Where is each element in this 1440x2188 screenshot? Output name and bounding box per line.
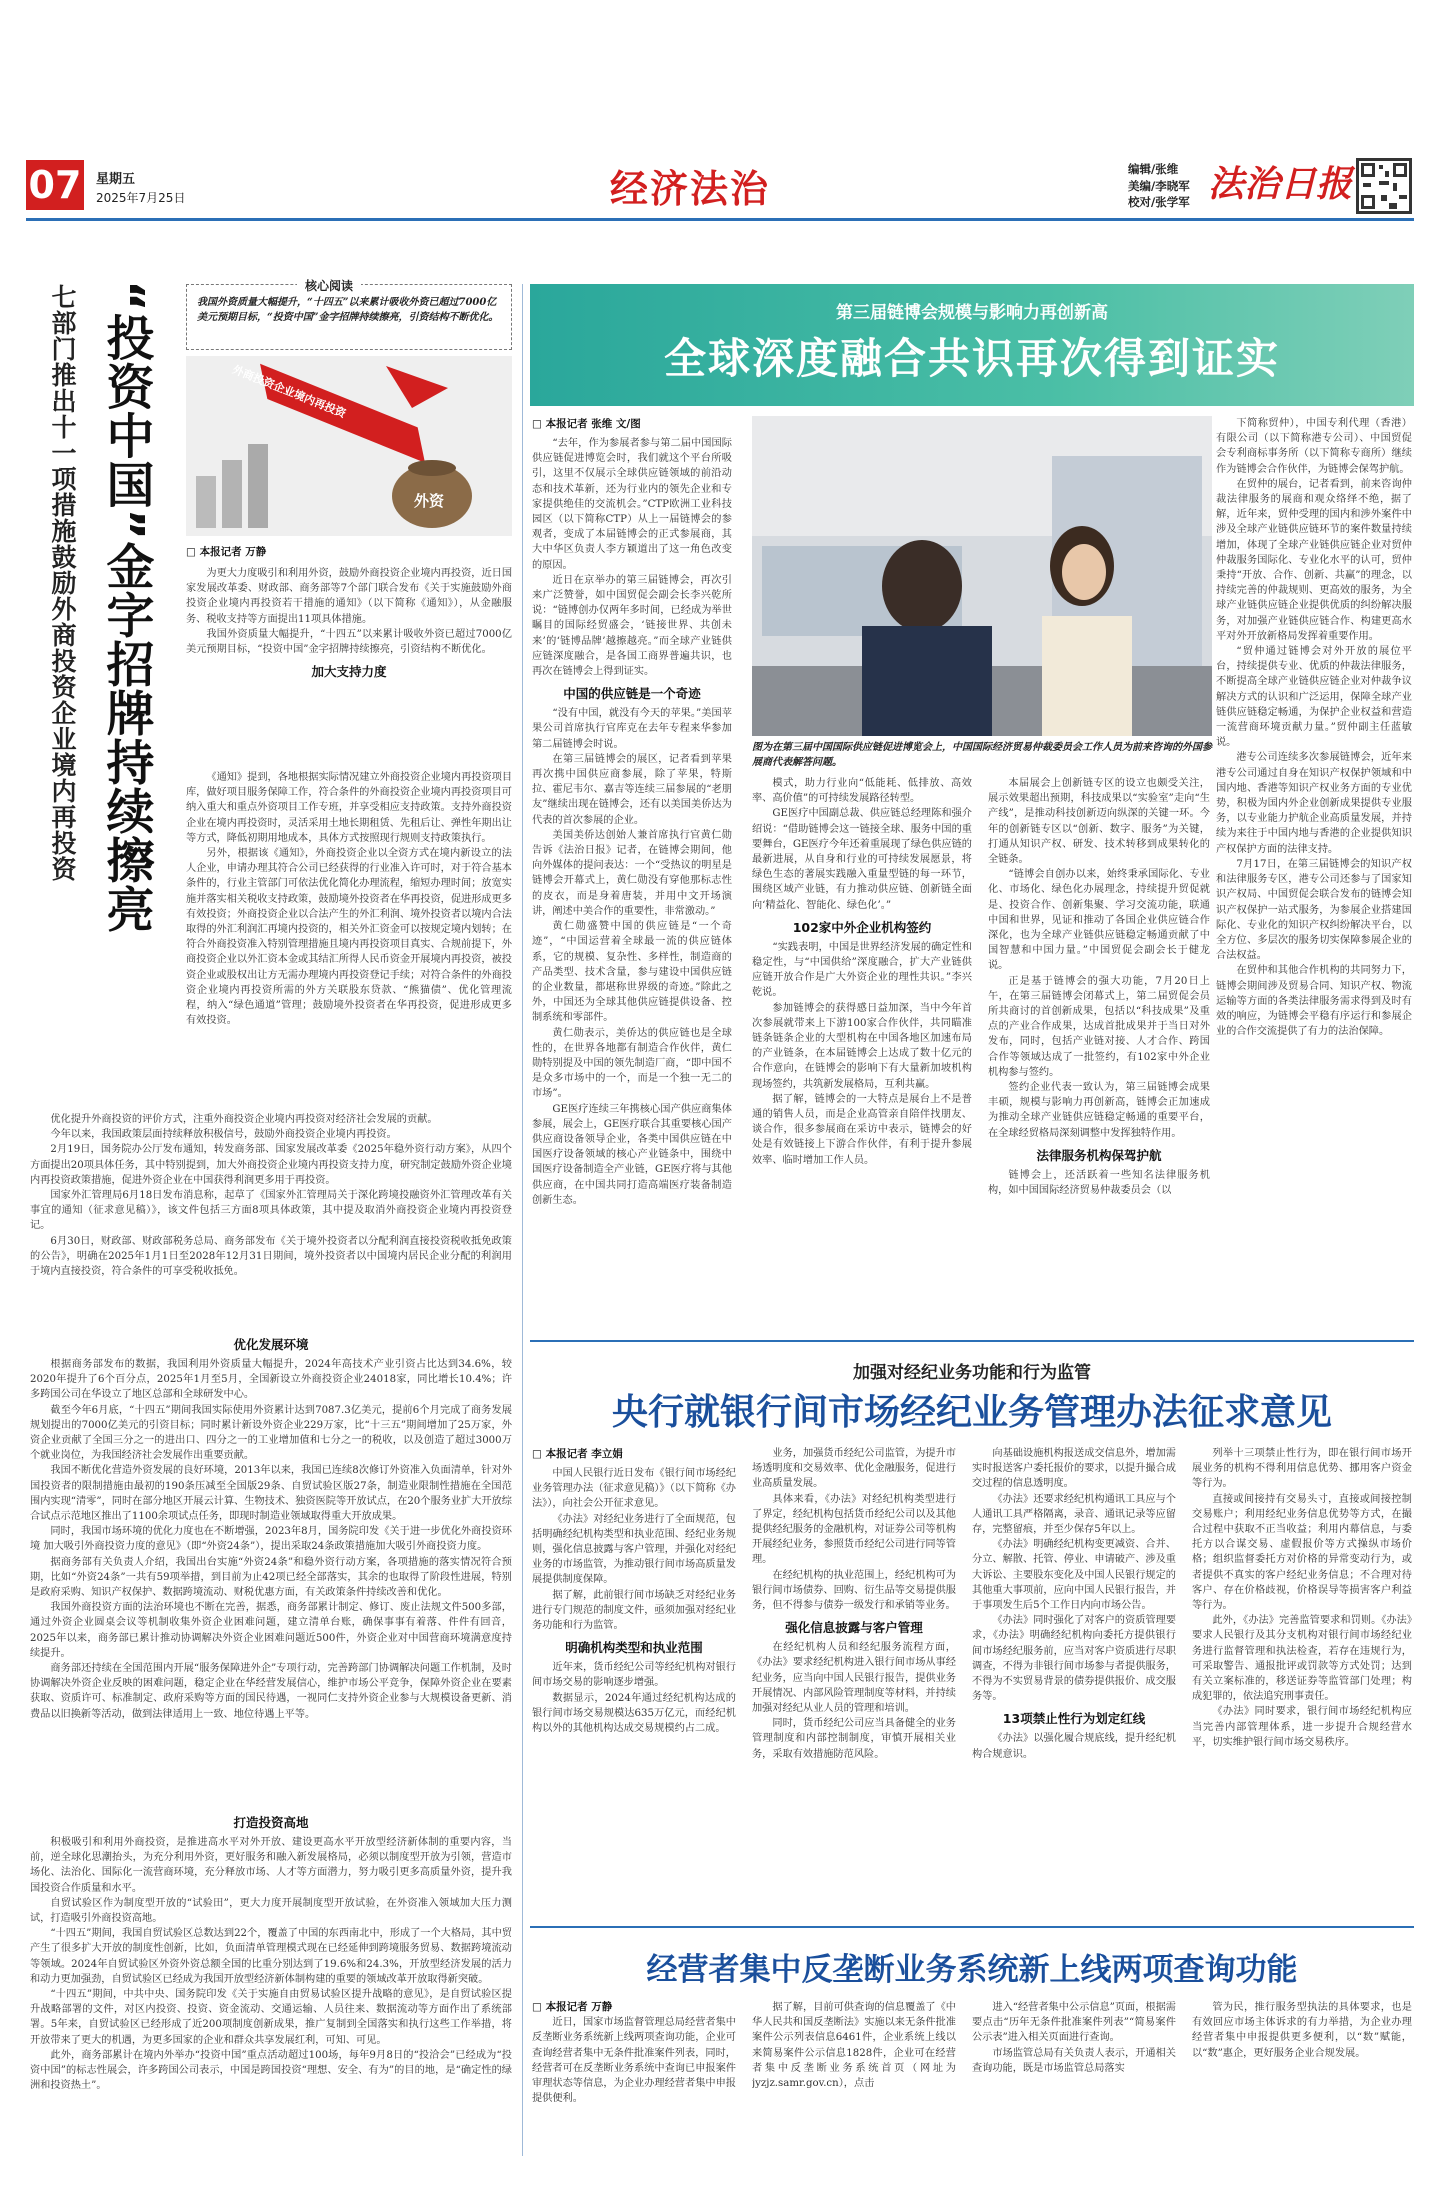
mid-byline: □ 本报记者 李立娟 [532,1448,623,1460]
paragraph: 参加链博会的获得感日益加深，当中今年首次参展就带来上下游100家合作伙伴，共同瞄准链条链条企业的大型机构在中国各地区加速布局的产业链条，在本届链博会上达成了数十亿元的合作意向，在链博会的影响下有大量新加坡机构现场签约，共筑新发展格局，互利共赢。 [752,1002,972,1090]
paragraph: 数据显示，2024年通过经纪机构达成的银行间市场交易规模达635万亿元，而经纪机构以外的其他机构达成交易规模约占二成。 [532,1692,736,1735]
paragraph: GE医疗中国副总裁、供应链总经理陈和强介绍说：“借助链博会这一链接全球、服务中国的重要舞台，GE医疗今年还着重展现了绿色供应链的最新进展，从自身和行业的可持续发展愿景，将绿色生态的著展实践融入重量型链的每一环节，围绕区域产业链，有力推动供应链、创新链全面向‘精益化、智能化、绿色化’。” [752,808,972,911]
paragraph: 管为民，推行服务型执法的具体要求，也是有效回应市场主体诉求的有力举措，为企业办理经营者集中申报提供更多便利，以“数”赋能，以“数”惠企，更好服务企业合规发展。 [1192,2002,1412,2059]
paragraph: 黄仁勋表示，美侨达的供应链也是全球性的，在世界各地都有制造合作伙伴，黄仁勋特别提及中国的领先制造厂商，“即中国不是众多市场中的一个，而是一个独一无二的市场”。 [532,1027,732,1100]
paragraph: “十四五”期间，中共中央、国务院印发《关于实施自由贸易试验区提升战略的意见》，是自贸试验区提升战略部署的文件，对区内投资、投资、资金流动、交通运输、人员往来、数据流动等方面作出了系统部署。5年来，自贸试验区已经形成了近200项制度创新成果，推广复制到全国落实和执行这些工作举措，将开放带来了更大的机遇，为更多国家的企业和群众共享发展红利，可知、可见。 [30,1989,512,2046]
paragraph: 我国不断优化营造外资发展的良好环境，2013年以来，我国已连续8次修订外资准入负面清单，针对外国投资者的限制措施由最初的190条压减至全国版29条、自贸试验区版27条，制造业限制性措施在全国范围内实现“清零”，同时在部分地区开展云计算、生物技术、独资医院等开放试点，在20个服务业扩大开放综合试点示范地区推出了1100余项试点任务，即现时制造业领域取得重大开放成果。 [30,1465,512,1523]
paragraph: 下简称贸仲），中国专利代理（香港）有限公司（以下简称港专公司）、中国贸促会专利商标事务所（以下简称专商所）继续作为链博会合作伙伴，为链博会保驾护航。 [1216,418,1412,475]
paragraph: 据了解，目前可供查询的信息覆盖了《中华人民共和国反垄断法》实施以来无条件批准案件公示列表信息6461件，企业系统上线以来简易案件公示信息1828件，企业可在经营者集中反垄断业务系统首页（网址为jyzjz.samr.gov.cn），点击 [752,2002,956,2090]
top-article-banner [530,284,1414,406]
core-read-title: 核心阅读 [297,277,361,294]
column-divider [522,284,523,2156]
core-read-box [186,279,512,350]
paragraph: 进入“经营者集中公示信息”页面，根据需要点击“历年无条件批准案件列表”“简易案件公示表”进入相关页面进行查询。 [972,2002,1176,2044]
paragraph: 商务部还持续在全国范围内开展“服务保障进外企”专项行动，完善跨部门协调解决问题工作机制，及时协调解决外资企业反映的困难问题，稳定企业在华经营发展信心，维护市场公平竞争，保障外资企业在要素获取、资质许可、标准制定、政府采购等方面的国民待遇，一视同仁支持外资企业参与大规模设备更新、消费品以旧换新等活动，做到法律适用上一致、地位待遇上平等。 [30,1663,512,1720]
subhead: 102家中外企业机构签约 [792,919,932,935]
subhead: 优化发展环境 [233,1337,309,1352]
paragraph: 此外，商务部累计在境内外举办“投资中国”重点活动超过100场，每年9月8日的“投洽会”已经成为“投资中国”的标志性展会，许多跨国公司表示，中国是跨国投资“理想、安全、有为”的目的地，是“确定性的绿洲和投资热土”。 [30,2049,512,2092]
paragraph: 根据商务部发布的数据，我国利用外资质量大幅提升，2024年高技术产业引资占比达到34.6%，较2020年提升了6个百分点，2025年1月至5月，全国新设立外商投资企业24018家，同比增长10.4%；许多跨国公司在华设立了地区总部和全球研发中心。 [30,1359,512,1401]
paragraph: 在第三届链博会的展区，记者看到苹果再次携中国供应商参展，除了苹果，特斯拉、霍尼韦尔、嘉吉等连续三届参展的“老朋友”继续出现在链博会，还有以美国美侨达为代表的首次参展的企业。 [532,753,732,826]
paragraph: 6月30日，财政部、财政部税务总局、商务部发布《关于境外投资者以分配利润直接投资税收抵免政策的公告》，明确在2025年1月1日至2028年12月31日期间，境外投资者以中国境内居民企业分配的利润用于境内直接投资，符合条件的可享受税收抵免。 [30,1235,512,1278]
paragraph: “链博会自创办以来，始终秉承国际化、专业化、市场化、绿色化办展理念，持续提升贸促就是、投资合作、创新集聚、学习交流功能，联通中国和世界，见证和推动了各国企业供应链合作深化，也为全球产业链供应链稳定畅通贡献了中国智慧和中国力量。”中国贸促会副会长于健龙说。 [988,869,1210,972]
paragraph: 《办法》同时要求，银行间市场经纪机构应当完善内部管理体系，进一步提升合规经营水平，切实维护银行间市场交易秩序。 [1192,1706,1412,1748]
paragraph: 《办法》还要求经纪机构通讯工具应与个人通讯工具严格隔离，录音、通讯记录等应留存，完整留痕，并至少保存5年以上。 [972,1493,1176,1536]
mid-headline: 央行就银行间市场经纪业务管理办法征求意见 [611,1392,1332,1433]
editor-line: 校对/张学军 [1128,195,1190,209]
subhead: 打造投资高地 [233,1815,309,1830]
paragraph: 列举十三项禁止性行为，即在银行间市场开展业务的机构不得利用信息优势、挪用客户资金等行为。 [1192,1448,1412,1490]
paragraph: 另外，根据该《通知》，外商投资企业以全资方式在境内新设立的法人企业，申请办理其符合公司已经获得的行业准入许可时，对于符合基本条件的，行业主管部门可依法优化简化办理流程，缩短办理时间；放宽实施并落实相关税收支持政策，鼓励境外投资者在华再投资，促进形成更多有效投资；外商投资企业以合法产生的外汇利润、境外投资者以境内合法取得的外汇利润汇再境内投资的，相关外汇资金可以按规定境内划转；在符合外商投资准入特别管理措施且境内再投资项目真实、合规前提下，外商投资企业以外汇资本金或其结汇所得人民币资金开展境内再投资，被投资企业或股权出让方无需办理境内再投资登记手续；对符合条件的外商投资企业境内再投资所需的外方关联股东贷款、“熊猫债”、优化管理流程，纳入“绿色通道”管理；鼓励境外投资者在华再投资，促进形成更多有效投资。 [186,848,512,1027]
top-col-4 [1216,416,1412,1332]
paragraph: 黄仁勋盛赞中国的供应链是“一个奇迹”，“中国运营着全球最一流的供应链体系，它的规模、复杂性、多样性，制造商的产品类型、技术含量，参与建设中国供应链的企业数量，都堪称世界级的奇迹。”除此之外，中国还为全球其他供应链提供设备、控制系统和零部件。 [532,921,732,1024]
paragraph: 美国美侨达创始人兼首席执行官黄仁勋告诉《法治日报》记者，在链博会期间，他向外媒体的提问表达：一个“受热议的明星是链博会开幕式上，黄仁勋没有穿他那标志性的皮衣，而是身着唐装，并用中文开场演讲，阐述中美合作的重要性，非常激动。” [532,829,732,917]
top-kicker: 第三届链博会规模与影响力再创新高 [836,303,1108,323]
paragraph: 此外，《办法》完善监管要求和罚则。《办法》要求人民银行及其分支机构对银行间市场经纪业务进行监督管理和执法检查，若存在违规行为，可采取警告、通报批评或罚款等方式处罚；达到有关立案标准的，移送证券等监管部门处理；构成犯罪的，依法追究刑事责任。 [1192,1615,1412,1703]
left-wide-mid [30,1112,512,1330]
paragraph: 今年以来，我国政策层面持续释放积极信号，鼓励外商投资企业境内再投资。 [50,1129,397,1141]
qr-code-icon [1356,158,1412,214]
paragraph: 正是基于链博会的强大功能，7月20日上午，在第三届链博会闭幕式上，第二届贸促会员所共商讨的首创新成果，包括以“科技成果”及重点的产业合作成果，达成首批成果并于当日对外发布，同时，包括产业链对接、人才合作、跨国合作等领域达成了一批签约，有102家中外企业机构参与签约。 [988,975,1210,1078]
subhead: 中国的供应链是一个奇迹 [563,686,701,702]
mid-col-3 [972,1446,1176,1918]
bottom-col-2 [752,2000,956,2150]
top-byline: □ 本报记者 张维 文/图 [532,418,641,430]
paragraph: 模式，助力行业向“低能耗、低排放、高效率、高价值”的可持续发展路径转型。 [752,778,972,805]
left-col-sub1 [186,770,512,1112]
paragraph: 在经纪机构人员和经纪服务流程方面，《办法》要求经纪机构进入银行间市场从事经纪业务，应当向中国人民银行报告，提供业务开展情况、内部风险管理制度等材料，并持续加强对经纪从业人员的管理和培训。 [752,1642,956,1715]
subhead: 13项禁止性行为划定红线 [1002,1711,1146,1727]
subhead: 明确机构类型和执业范围 [565,1640,703,1656]
paragraph: 向基础设施机构报送成交信息外，增加需实时报送客户委托报价的要求，以提升撮合成交过程的信息透明度。 [972,1448,1176,1490]
paragraph: 《办法》同时强化了对客户的资质管理要求，《办法》明确经纪机构向委托方提供银行间市场经纪服务前，应当对客户资质进行尽职调查，不得为非银行间市场参与者提供服务，不得为不实贸易背景的债券提供报价、成交服务等。 [972,1615,1176,1703]
paragraph: 国家外汇管理局6月18日发布消息称，起草了《国家外汇管理局关于深化跨境投融资外汇管理改革有关事宜的通知（征求意见稿）》，该文件包括三方面8项具体政策，其中提及取消外商投资企业境内再投资登记。 [30,1190,512,1232]
mid-col-2 [752,1446,956,1918]
left-wide-sub3 [30,1808,512,2156]
paragraph: 《办法》明确经纪机构变更减资、合并、分立、解散、托管、停业、申请破产、涉及重大诉讼、主要股东变化及中国人民银行规定的其他重大事项前，应向中国人民银行报告，并于事项发生后5个工作日内向市场公告。 [972,1539,1176,1612]
top-col-2 [752,776,972,1332]
paragraph: 据商务部有关负责人介绍，我国出台实施“外资24条”和稳外资行动方案，各项措施的落实情况符合预期，比如“外资24条”一共有59项举措，到目前为止42项已经全部落实，其余的也取得了阶段性进展，特别是政府采购、知识产权保护、数据跨境流动、财税优惠方面，有关政策条件持续改善和优化。 [30,1556,512,1599]
paragraph: 我国外资质量大幅提升，“十四五”以来累计吸收外资已超过7000亿美元预期目标，“投资中国”金字招牌持续擦亮，引资结构不断优化。 [186,628,512,656]
paragraph: 签约企业代表一致认为，第三届链博会成果丰硕，规模与影响力再创新高，链博会正加速成为推动全球产业链供应链稳定畅通的重要平台，在全球经贸格局深刻调整中发挥独特作用。 [988,1082,1210,1139]
editors [1128,161,1190,211]
masthead-rule [26,218,1414,221]
illustration-coin-label: 外资 [414,492,445,510]
bottom-byline: □ 本报记者 万静 [532,2001,613,2013]
paragraph: 同时，货币经纪公司应当具备健全的业务管理制度和内部控制制度，审慎开展相关业务，采取有效措施防范风险。 [752,1718,956,1760]
paragraph: “实践表明，中国是世界经济发展的确定性和稳定性，与“中国供给”深度融合，扩大产业链供应链开放合作是广大外资企业的理性共识。”李兴乾说。 [752,941,972,999]
left-byline: □ 本报记者 万静 [186,546,267,558]
section-title: 经济法治 [610,167,771,211]
mid-col-4 [1192,1446,1412,1918]
paragraph: 自贸试验区作为制度型开放的“试验田”，更大力度开展制度型开放试验，在外资准入领域加大压力测试，打造吸引外商投资高地。 [30,1897,512,1925]
newspaper-logo: 法治日报 [1208,163,1353,205]
paragraph: “没有中国，就没有今天的苹果。”美国苹果公司首席执行官库克在去年专程来华参加第二届链博会时说。 [532,708,732,750]
illustration [186,356,512,536]
mid-col-1 [532,1466,736,1918]
paragraph: 直接或间接持有交易头寸，直接或间接控制交易账户；利用经纪业务信息优势等方式，在撮合过程中获取不正当收益；利用内幕信息，与委托方以合谋交易、虚假报价等方式操纵市场价格；组织监督委托方对价格的异常变动行为，或者提供不真实的客户经纪业务信息；不合理对待客户、存在价格歧视，价格误导等损害客户利益等行为。 [1192,1493,1412,1612]
illustration-caption: 外商投资企业境内再投资 [230,362,348,421]
paragraph: 《办法》对经纪业务进行了全面规范，包括明确经纪机构类型和执业范围、经纪业务规则，强化信息披露与客户管理，并强化对经纪业务的市场监管，为推动银行间市场高质量发展提供制度保障。 [532,1513,736,1586]
paragraph: 据了解，此前银行间市场缺乏对经纪业务进行专门规范的制度文件，亟须加强对经纪业务功能和行为监管。 [532,1589,736,1632]
top-photo-caption: 图为在第三届中国国际供应链促进博览会上，中国国际经济贸易仲裁委员会工作人员为前来咨询的外国参展商代表解答问题。 [752,742,1212,768]
paragraph: 据了解，链博会的一大特点是展台上不是普通的销售人员，而是企业高管亲自陪伴找朋友、谈合作，很多参展商在采访中表示，链博会的好处是有效链接上下游合作伙伴，有利于提升参展效率、临时增加工作人员。 [752,1093,972,1166]
section-rule [530,1340,1414,1342]
paragraph: 我国外商投资方面的法治环境也不断在完善，据悉，商务部累计制定、修订、废止法规文件500多部，通过外资企业圆桌会议等机制收集外资企业困难问题，建立清单台账，确保事事有着落、件件有回音，2025年以来，商务部已累计推动协调解决外资企业困难问题近500件，外资企业对中国营商环境满意度持续提升。 [30,1602,512,1659]
paragraph: 本届展会上创新链专区的设立也颇受关注，展示效果超出预期，科技成果以“实验室”走向“生产线”，是推动科技创新迈向纵深的关键一环。今年的创新链专区以“创新、数字、服务”为关键，打通从知识产权、研发、技术转移到成果转化的全链条。 [988,778,1210,866]
bottom-col-4 [1192,2000,1412,2150]
paragraph: 在贸仲的展台，记者看到，前来咨询仲裁法律服务的展商和观众络绎不绝，据了解，近年来，贸仲受理的国内和涉外案件中涉及全球产业链供应链环节的案件数量持续增加，体现了全球产业链供应链企业对贸仲仲裁服务国际化、专业化水平的认可，贸仲秉持“开放、合作、创新、共赢”的理念，以持续完善的仲裁规则、更高效的服务，为全球产业链供应链企业提供优质的纠纷解决服务，对加强产业链供应链合作、构建更高水平对外开放新格局发挥着重要作用。 [1216,478,1412,642]
paragraph: 链博会上，还活跃着一些知名法律服务机构，如中国国际经济贸易仲裁委员会（以 [988,1169,1210,1197]
left-kicker: 七部门推出十一项措施鼓励外商投资企业境内再投资 [48,284,77,882]
editor-line: 编辑/张维 [1128,162,1179,176]
paragraph: “去年，作为参展者参与第二届中国国际供应链促进博览会时，我们就这个平台所吸引，这里不仅展示全球供应链领域的前沿动态和技术革新，还为行业内的领先企业和专家提供绝佳的交流机会。”CTP欧洲工业科技园区（以下简称CTP）从上一届链博会的参观者，变成了本届链博会的正式参展商，其大中华区负责人李方颖道出了这一角色改变的原因。 [532,438,732,571]
top-photo [752,416,1212,736]
weekday: 星期五 [96,172,136,187]
page-number-badge: 07 [26,160,84,210]
paragraph: 在经纪机构的执业范围上，经纪机构可为银行间市场债券、回购、衍生品等交易提供服务，但不得参与债券一级发行和承销等业务。 [752,1569,956,1612]
paragraph: 在贸仲和其他合作机构的共同努力下，链博会期间涉及贸易合同、知识产权、物流运输等方面的各类法律服务需求得到及时有效的响应，为链博会平稳有序运行和参展企业的合作交流提供了有力的法治保障。 [1216,965,1412,1038]
paragraph: 同时，我国市场环境的优化力度也在不断增强，2023年8月，国务院印发《关于进一步优化外商投资环境 加大吸引外商投资力度的意见》（即“外资24条”），提出采取24条政策措施加大吸引外商投资力度。 [30,1526,512,1553]
top-col-1 [532,436,732,1332]
left-wide-sub2 [30,1330,512,1808]
paragraph: “贸仲通过链博会对外开放的展位平台，持续提供专业、优质的仲裁法律服务，不断提高全球产业链供应链企业对仲裁争议解决方式的认识和广泛运用，保障全球产业链供应链稳定畅通，为保护企业权益和营造一流营商环境贡献力量。”贸仲副主任蓝敏说。 [1216,646,1412,749]
subhead: 法律服务机构保驾护航 [1036,1147,1162,1163]
paragraph: 《通知》提到，各地根据实际情况建立外商投资企业境内再投资项目库，做好项目服务保障工作，符合条件的外商投资企业境内再投资项目可纳入重大和重点外资项目工作专班，并享受相应支持政策。支持外商投资企业在境内再投资时，灵活采用土地长期租赁、先租后让、弹性年期出让等方式，降低初期用地成本，具体方式按照现行规则支持政策执行。 [186,772,512,844]
bottom-col-3 [972,2000,1176,2150]
paragraph: 近日在京举办的第三届链博会，再次引来广泛赞誉，如中国贸促会副会长李兴乾所说：“链博创办仅两年多时间，已经成为举世瞩目的国际经贸盛会，‘链接世界、共创未来’的‘链博品牌’越擦越亮。”而全球产业链供应链深度融合，是各国工商界普遍共识，也再次在链博会上得到证实。 [532,574,732,678]
section-rule [530,1926,1414,1928]
paragraph: “十四五”期间，我国自贸试验区总数达到22个，覆盖了中国的东西南北中，形成了一个大格局，其中贸产生了很多扩大开放的制度性创新，比如，负面清单管理模式现在已经延伸到跨境服务贸易、数据跨境流动等领域。2024年自贸试验区外资外资总额全国的比重分别达到了19.6%和24.3%，开放型经济发展的活力和动力更加强劲，自贸试验区已经成为我国开放型经济新体制构建的重要的领域改革开放取得新突破。 [30,1928,512,1985]
paragraph: 中国人民银行近日发布《银行间市场经纪业务管理办法（征求意见稿）》（以下简称《办法》），向社会公开征求意见。 [532,1468,736,1510]
mid-kicker: 加强对经纪业务功能和行为监管 [853,1363,1091,1383]
paragraph: 港专公司连续多次参展链博会，近年来港专公司通过自身在知识产权保护领域和中国内地、香港等知识产权业务方面的专业优势，积极为国内外企业创新成果提供专业服务，以专业能力护航企业高质量发展，并持续为来往于中国内地与香港的企业提供知识产权保护方面的法律支持。 [1216,752,1412,855]
core-read-text: 我国外资质量大幅提升，“十四五”以来累计吸收外资已超过7000亿美元预期目标，“投资中国”金字招牌持续擦亮，引资结构不断优化。 [197,297,499,323]
bottom-col-1 [532,2000,736,2150]
paragraph: GE医疗连续三年携核心国产供应商集体参展，展会上，GE医疗联合其重要核心国产供应商设备领导企业，各类中国供应链在中国医疗设备领域的核心产业链条中，围绕中国医疗设备制造全产业链，GE医疗将与其他供应商，在中国共同打造高端医疗装备制造创新生态。 [532,1103,732,1206]
subhead: 强化信息披露与客户管理 [785,1620,923,1636]
left-intro [186,566,512,770]
paragraph: 优化提升外商投资的评价方式，注重外商投资企业境内再投资对经济社会发展的贡献。 [50,1114,438,1125]
paragraph: 积极吸引和利用外商投资，是推进高水平对外开放、建设更高水平开放型经济新体制的重要内容，当前，逆全球化思潮抬头，为充分利用外资，更好服务和融入新发展格局，必须以制度型开放为引领，营造市场化、法治化、国际化一流营商环境，充分释放市场、人才等方面潜力，努力吸引更多高质量外资，提升我国投资合作质量和水平。 [30,1837,512,1894]
paragraph: 2月19日，国务院办公厅发布通知，转发商务部、国家发展改革委《2025年稳外资行动方案》，从四个方面提出20项具体任务，其中特别提到，加大外商投资企业境内再投资支持力度，研究制定鼓励外资企业境内再投资政策措施，促进外资企业在中国获得利润更多用于再投资。 [30,1144,512,1186]
paragraph: 业务，加强货币经纪公司监管，为提升市场透明度和交易效率、优化金融服务，促进行业高质量发展。 [752,1448,956,1490]
top-col-3 [988,776,1210,1332]
editor-line: 美编/李晓军 [1128,178,1190,193]
paragraph: 《办法》以强化履合规底线，提升经纪机构合规意识。 [972,1733,1176,1760]
bottom-headline: 经营者集中反垄断业务系统新上线两项查询功能 [646,1952,1298,1988]
paragraph: 近年来，货币经纪公司等经纪机构对银行间市场交易的影响逐步增强。 [532,1662,736,1689]
paragraph: 7月17日，在第三届链博会的知识产权和法律服务专区，港专公司还参与了国家知识产权局、中国贸促会联合发布的链博会知识产权保护一站式服务，为参展企业搭建国际化、专业化的知识产权纠纷解决平台，以全方位、多层次的服务切实保障参展企业的合法权益。 [1216,858,1412,962]
paragraph: 截至今年6月底，“十四五”期间我国实际使用外资累计达到7087.3亿美元，提前6个月完成了商务发展规划提出的7000亿美元的引资目标；同时累计新设外资企业229万家，比“十三五”期间增加了25万家，外资企业贡献了全国三分之一的进出口、四分之一的工业增加值和七分之一的税收，以及创造了超过3000万个就业岗位，为我国经济社会发展作出重要贡献。 [30,1404,512,1462]
issue-date: 2025年7月25日 [96,191,186,205]
top-headline: 全球深度融合共识再次得到证实 [663,334,1280,383]
subhead: 加大支持力度 [311,664,387,680]
paragraph: 为更大力度吸引和利用外资，鼓励外商投资企业境内再投资，近日国家发展改革委、财政部、商务部等7个部门联合发布《关于实施鼓励外商投资企业境内再投资若干措施的通知》（以下简称《通知》），从金融服务、税收支持等方面提出11项具体措施。 [186,568,512,625]
left-headline: “投资中国”金字招牌持续擦亮 [98,280,154,934]
paragraph: 市场监管总局有关负责人表示，开通相关查询功能，既是市场监管总局落实 [972,2047,1176,2074]
paragraph: 近日，国家市场监督管理总局经营者集中反垄断业务系统新上线两项查询功能，企业可查询经营者集中无条件批准案件列表，同时，经营者可在反垄断业务系统中查询已申报案件审理状态等信息，为企业办理经营者集中申报提供便利。 [532,2017,736,2105]
paragraph: 具体来看，《办法》对经纪机构类型进行了界定，经纪机构包括货币经纪公司以及其他提供经纪服务的金融机构，对证券公司等机构开展经纪业务，参照货币经纪公司进行同等管理。 [752,1493,956,1566]
